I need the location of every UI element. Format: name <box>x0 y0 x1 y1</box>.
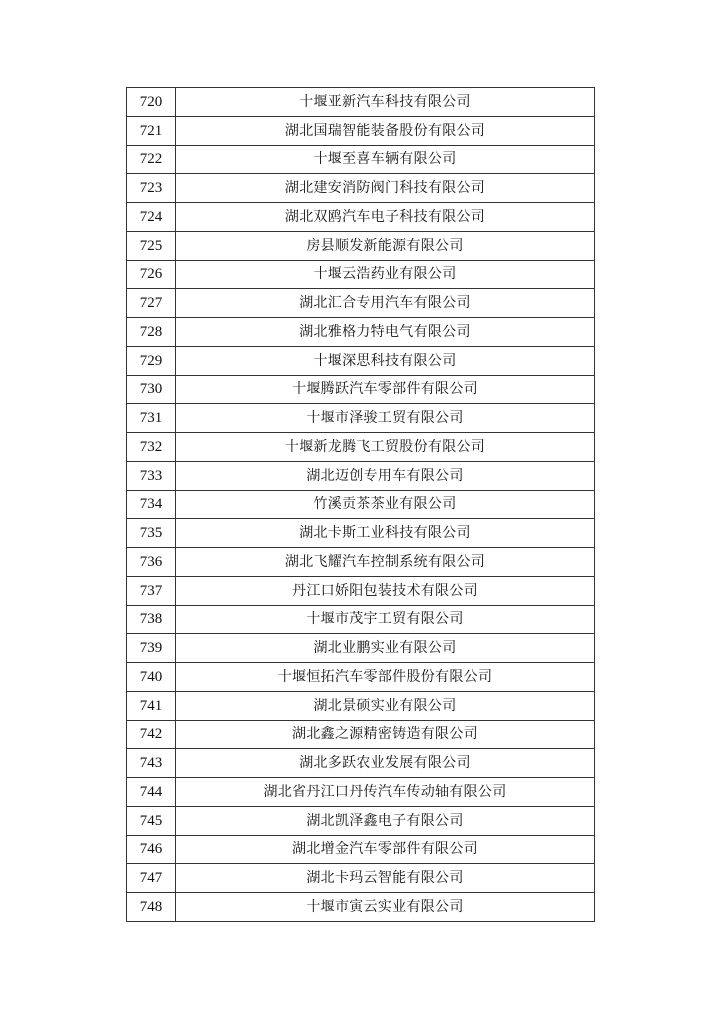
company-name-cell: 湖北鑫之源精密铸造有限公司 <box>176 720 595 749</box>
table-row <box>127 375 595 404</box>
row-number-cell: 727 <box>127 289 176 318</box>
row-number-cell: 738 <box>127 605 176 634</box>
row-number-cell: 742 <box>127 720 176 749</box>
table-row <box>127 893 595 922</box>
row-number-cell: 747 <box>127 864 176 893</box>
table-row <box>127 778 595 807</box>
company-name-cell: 湖北飞耀汽车控制系统有限公司 <box>176 548 595 577</box>
row-number-cell: 733 <box>127 461 176 490</box>
table-row <box>127 203 595 232</box>
row-number-cell: 723 <box>127 174 176 203</box>
row-number-cell: 744 <box>127 778 176 807</box>
table-row <box>127 806 595 835</box>
company-name-cell: 十堰云浩药业有限公司 <box>176 260 595 289</box>
table-row <box>127 749 595 778</box>
table-row <box>127 404 595 433</box>
row-number-cell: 728 <box>127 318 176 347</box>
company-name-cell: 湖北业鹏实业有限公司 <box>176 634 595 663</box>
row-number-cell: 732 <box>127 433 176 462</box>
company-name-cell: 十堰新龙腾飞工贸股份有限公司 <box>176 433 595 462</box>
company-name-cell: 十堰恒拓汽车零部件股份有限公司 <box>176 663 595 692</box>
row-number-cell: 726 <box>127 260 176 289</box>
row-number-cell: 722 <box>127 145 176 174</box>
row-number-cell: 721 <box>127 116 176 145</box>
table-row <box>127 519 595 548</box>
row-number-cell: 741 <box>127 691 176 720</box>
company-name-cell: 湖北省丹江口丹传汽车传动轴有限公司 <box>176 778 595 807</box>
company-name-cell: 湖北增金汽车零部件有限公司 <box>176 835 595 864</box>
row-number-cell: 748 <box>127 893 176 922</box>
row-number-cell: 730 <box>127 375 176 404</box>
table-row <box>127 490 595 519</box>
table-row <box>127 174 595 203</box>
table-row <box>127 318 595 347</box>
table-row <box>127 145 595 174</box>
company-name-cell: 十堰市泽骏工贸有限公司 <box>176 404 595 433</box>
row-number-cell: 743 <box>127 749 176 778</box>
company-name-cell: 十堰至喜车辆有限公司 <box>176 145 595 174</box>
row-number-cell: 745 <box>127 806 176 835</box>
company-name-cell: 十堰腾跃汽车零部件有限公司 <box>176 375 595 404</box>
company-name-cell: 湖北迈创专用车有限公司 <box>176 461 595 490</box>
table-row <box>127 663 595 692</box>
company-name-cell: 湖北国瑞智能装备股份有限公司 <box>176 116 595 145</box>
row-number-cell: 720 <box>127 88 176 117</box>
row-number-cell: 725 <box>127 231 176 260</box>
table-row <box>127 88 595 117</box>
table-row <box>127 605 595 634</box>
row-number-cell: 724 <box>127 203 176 232</box>
table-row <box>127 433 595 462</box>
table-row <box>127 548 595 577</box>
row-number-cell: 736 <box>127 548 176 577</box>
company-name-cell: 湖北双鸥汽车电子科技有限公司 <box>176 203 595 232</box>
company-name-cell: 湖北凯泽鑫电子有限公司 <box>176 806 595 835</box>
table-row <box>127 231 595 260</box>
company-name-cell: 十堰市寅云实业有限公司 <box>176 893 595 922</box>
table-row <box>127 835 595 864</box>
company-name-cell: 房县顺发新能源有限公司 <box>176 231 595 260</box>
company-name-cell: 湖北汇合专用汽车有限公司 <box>176 289 595 318</box>
row-number-cell: 734 <box>127 490 176 519</box>
table-row <box>127 634 595 663</box>
company-name-cell: 湖北雅格力特电气有限公司 <box>176 318 595 347</box>
row-number-cell: 739 <box>127 634 176 663</box>
row-number-cell: 740 <box>127 663 176 692</box>
company-name-cell: 湖北建安消防阀门科技有限公司 <box>176 174 595 203</box>
table-row <box>127 576 595 605</box>
table-row <box>127 289 595 318</box>
company-name-cell: 丹江口娇阳包装技术有限公司 <box>176 576 595 605</box>
row-number-cell: 735 <box>127 519 176 548</box>
company-list-body <box>127 88 595 922</box>
row-number-cell: 729 <box>127 346 176 375</box>
company-name-cell: 十堰深思科技有限公司 <box>176 346 595 375</box>
row-number-cell: 737 <box>127 576 176 605</box>
company-name-cell: 十堰亚新汽车科技有限公司 <box>176 88 595 117</box>
table-row <box>127 346 595 375</box>
company-name-cell: 湖北景硕实业有限公司 <box>176 691 595 720</box>
row-number-cell: 746 <box>127 835 176 864</box>
table-row <box>127 720 595 749</box>
company-name-cell: 湖北卡斯工业科技有限公司 <box>176 519 595 548</box>
company-name-cell: 湖北卡玛云智能有限公司 <box>176 864 595 893</box>
company-name-cell: 十堰市茂宇工贸有限公司 <box>176 605 595 634</box>
table-row <box>127 260 595 289</box>
table-row <box>127 691 595 720</box>
table-row <box>127 116 595 145</box>
table-row <box>127 461 595 490</box>
table-row <box>127 864 595 893</box>
company-name-cell: 湖北多跃农业发展有限公司 <box>176 749 595 778</box>
row-number-cell: 731 <box>127 404 176 433</box>
company-name-cell: 竹溪贡茶茶业有限公司 <box>176 490 595 519</box>
company-list-table <box>126 87 595 922</box>
